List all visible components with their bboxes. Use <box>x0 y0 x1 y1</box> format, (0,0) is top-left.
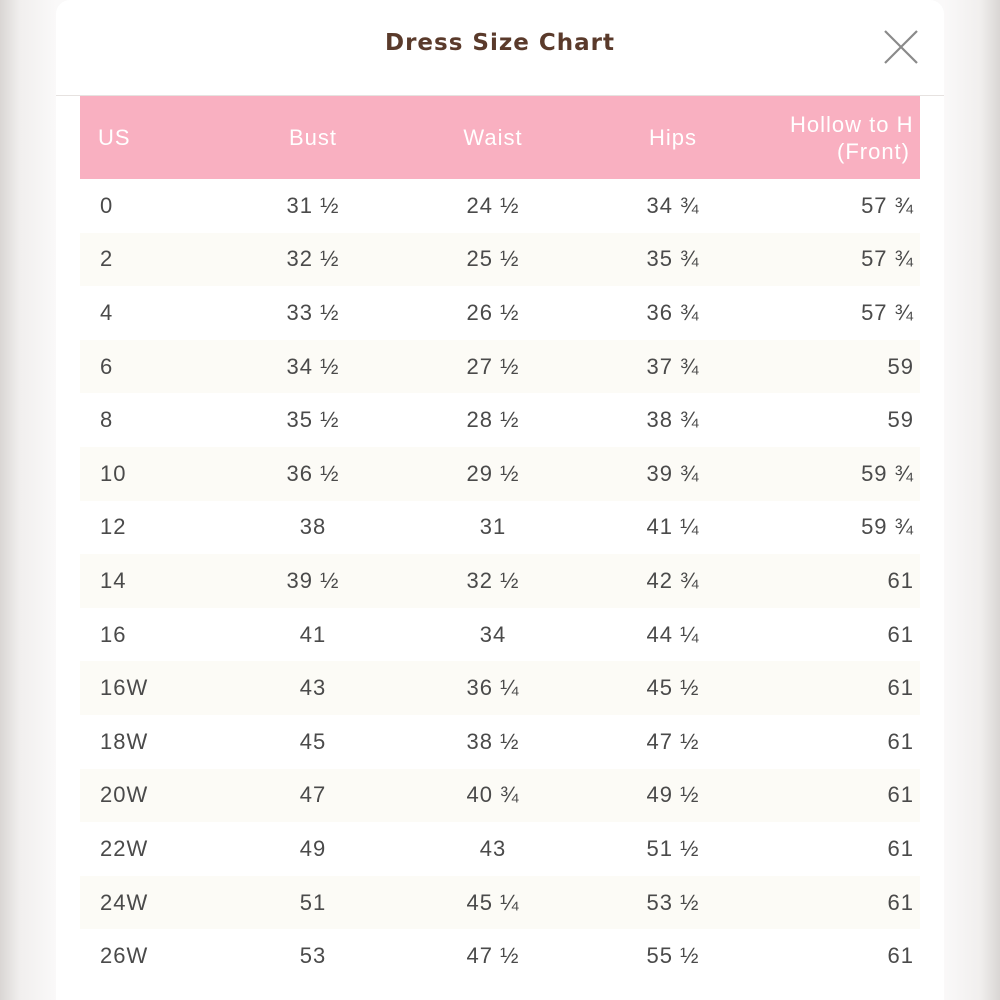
cell-bust: 45 <box>299 728 327 754</box>
cell-us: 12 <box>100 514 127 540</box>
modal-header <box>56 0 944 96</box>
cell-bust: 47 <box>299 782 327 808</box>
table-row <box>80 340 920 394</box>
cell-waist: 36 ¼ <box>466 675 520 701</box>
close-button[interactable] <box>882 28 920 66</box>
table-row <box>80 608 920 662</box>
cell-hips: 44 ¼ <box>646 621 700 647</box>
cell-us: 22W <box>100 835 149 861</box>
cell-bust: 31 ½ <box>286 192 340 218</box>
modal-title: Dress Size Chart <box>385 30 615 56</box>
size-table <box>80 96 920 983</box>
table-row <box>80 929 920 983</box>
cell-waist: 45 ¼ <box>466 889 520 915</box>
cell-hollow-to-hem: 61 <box>887 567 914 593</box>
cell-bust: 43 <box>299 675 327 701</box>
cell-hollow-to-hem: 59 ¾ <box>861 460 914 486</box>
cell-hips: 37 ¾ <box>646 353 700 379</box>
cell-us: 14 <box>100 567 127 593</box>
cell-hips: 47 ½ <box>646 728 700 754</box>
header-us: US <box>98 125 131 150</box>
cell-bust: 51 <box>299 889 327 915</box>
header-hollow-line2: (Front) <box>837 138 910 164</box>
cell-waist: 26 ½ <box>466 299 520 325</box>
header-bust: Bust <box>288 125 338 150</box>
cell-hollow-to-hem: 61 <box>887 728 914 754</box>
size-table-container[interactable] <box>80 96 920 1000</box>
cell-us: 6 <box>100 353 114 379</box>
cell-waist: 34 <box>479 621 507 647</box>
cell-hips: 39 ¾ <box>646 460 700 486</box>
cell-waist: 29 ½ <box>466 460 520 486</box>
cell-bust: 36 ½ <box>286 460 340 486</box>
table-row <box>80 769 920 823</box>
table-row <box>80 393 920 447</box>
cell-hollow-to-hem: 61 <box>887 889 914 915</box>
cell-us: 20W <box>100 782 149 808</box>
cell-hips: 49 ½ <box>646 782 700 808</box>
cell-hips: 36 ¾ <box>646 299 700 325</box>
cell-bust: 34 ½ <box>286 353 340 379</box>
cell-waist: 24 ½ <box>466 192 520 218</box>
cell-waist: 43 <box>479 835 507 861</box>
cell-us: 2 <box>100 246 114 272</box>
table-row <box>80 179 920 233</box>
cell-us: 10 <box>100 460 127 486</box>
cell-hollow-to-hem: 57 ¾ <box>861 299 914 325</box>
cell-waist: 31 <box>479 514 507 540</box>
table-row <box>80 822 920 876</box>
header-waist: Waist <box>463 125 523 150</box>
cell-hollow-to-hem: 61 <box>887 782 914 808</box>
cell-waist: 25 ½ <box>466 246 520 272</box>
cell-waist: 27 ½ <box>466 353 520 379</box>
cell-hollow-to-hem: 61 <box>887 835 914 861</box>
table-row <box>80 554 920 608</box>
cell-bust: 39 ½ <box>286 567 340 593</box>
header-hollow-to-hem <box>768 96 920 179</box>
cell-hollow-to-hem: 59 <box>887 407 914 433</box>
cell-hips: 45 ½ <box>646 675 700 701</box>
cell-us: 24W <box>100 889 149 915</box>
cell-us: 4 <box>100 299 114 325</box>
cell-hips: 38 ¾ <box>646 407 700 433</box>
table-row <box>80 233 920 287</box>
close-x-icon <box>882 28 920 66</box>
cell-us: 16 <box>100 621 127 647</box>
table-row <box>80 715 920 769</box>
cell-hips: 51 ½ <box>646 835 700 861</box>
cell-hollow-to-hem: 61 <box>887 943 914 969</box>
cell-waist: 47 ½ <box>466 943 520 969</box>
cell-hips: 35 ¾ <box>646 246 700 272</box>
table-body <box>80 179 920 983</box>
cell-bust: 35 ½ <box>286 407 340 433</box>
cell-hips: 41 ¼ <box>646 514 700 540</box>
cell-us: 16W <box>100 675 149 701</box>
cell-hips: 42 ¾ <box>646 567 700 593</box>
cell-hips: 55 ½ <box>646 943 700 969</box>
cell-bust: 32 ½ <box>286 246 340 272</box>
header-hollow-line1: Hollow to H <box>790 111 914 137</box>
cell-bust: 38 <box>299 514 327 540</box>
cell-hips: 34 ¾ <box>646 192 700 218</box>
table-row <box>80 286 920 340</box>
cell-bust: 41 <box>299 621 327 647</box>
cell-hips: 53 ½ <box>646 889 700 915</box>
cell-us: 26W <box>100 943 149 969</box>
table-row <box>80 447 920 501</box>
table-row <box>80 661 920 715</box>
cell-hollow-to-hem: 61 <box>887 621 914 647</box>
cell-us: 8 <box>100 407 114 433</box>
cell-waist: 40 ¾ <box>466 782 520 808</box>
table-header-row <box>80 96 920 179</box>
cell-waist: 28 ½ <box>466 407 520 433</box>
header-hips: Hips <box>648 125 697 150</box>
cell-hollow-to-hem: 61 <box>887 675 914 701</box>
cell-waist: 32 ½ <box>466 567 520 593</box>
cell-bust: 53 <box>299 943 327 969</box>
cell-hollow-to-hem: 59 ¾ <box>861 514 914 540</box>
cell-hollow-to-hem: 57 ¾ <box>861 192 914 218</box>
table-row <box>80 501 920 555</box>
cell-bust: 33 ½ <box>286 299 340 325</box>
size-chart-modal <box>56 0 944 1000</box>
cell-us: 0 <box>100 192 114 218</box>
cell-bust: 49 <box>299 835 327 861</box>
cell-us: 18W <box>100 728 149 754</box>
table-row <box>80 876 920 930</box>
cell-hollow-to-hem: 57 ¾ <box>861 246 914 272</box>
cell-waist: 38 ½ <box>466 728 520 754</box>
cell-hollow-to-hem: 59 <box>887 353 914 379</box>
